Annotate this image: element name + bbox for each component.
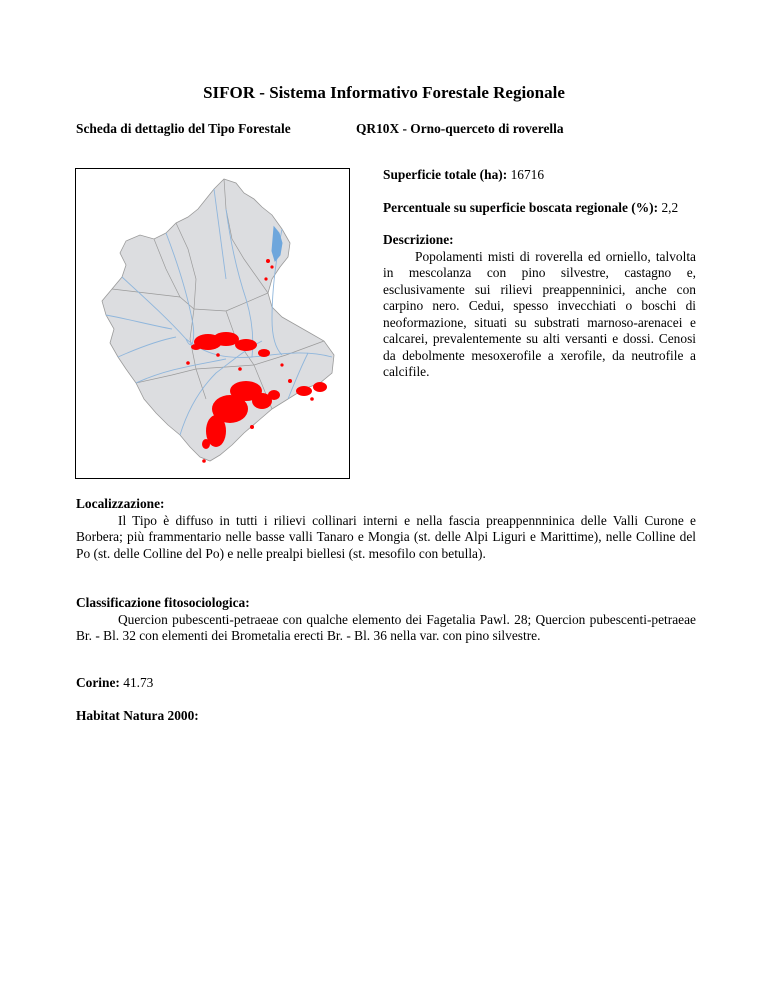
- total-area-label: Superficie totale (ha):: [383, 167, 508, 182]
- description-text: Popolamenti misti di roverella ed orniello, talvolta in mescolanza con pino silvestre, castagno e, esclusivamente sui rilievi preappenninici, anche con carpino nero. Cedui, spesso invecchiati o boschi di neoformazione, situati su substrati marnoso-arenacei e calcarei, prevalentemente su alti versanti e dossi. Cenosi da debolmente mesoxerofile a xerofile, da neutrofile a calcifile.: [383, 248, 696, 379]
- piemonte-map-svg: [76, 169, 349, 478]
- description-label: Descrizione:: [383, 232, 454, 247]
- corine-label: Corine:: [76, 675, 120, 690]
- phytosociological-label: Classificazione fitosociologica:: [76, 595, 250, 610]
- localization-section: [76, 496, 696, 562]
- regional-percentage-label: Percentuale su superficie boscata regionale (%):: [383, 199, 659, 215]
- habitat-section: [76, 708, 696, 725]
- total-area: [383, 167, 696, 184]
- summary-panel: [383, 167, 696, 381]
- phytosociological-text: Quercion pubescenti-petraeae con qualche elemento dei Fagetalia Pawl. 28; Quercion pubescenti-petraeae Br. - Bl. 32 con elementi dei Brometalia erecti Br. - Bl. 36 nella var. con pino silvestre.: [76, 611, 696, 643]
- corine-value: 41.73: [123, 675, 154, 690]
- localization-label: Localizzazione:: [76, 496, 165, 511]
- page-title: SIFOR - Sistema Informativo Forestale Regionale: [203, 83, 565, 102]
- forest-type-name: QR10X - Orno-querceto di roverella: [356, 121, 564, 136]
- regional-percentage-value: 2,2: [661, 199, 679, 215]
- total-area-value: 16716: [510, 167, 545, 182]
- regional-percentage: [383, 200, 696, 217]
- localization-text: Il Tipo è diffuso in tutti i rilievi collinari interni e nella fascia preappennninica delle Valli Curone e Borbera; più frammentario nelle basse valli Tanaro e Mongia (st. delle Alpi Liguri e Marittime), nelle Colline del Po (st. delle Colline del Po) e nelle prealpi biellesi (st. mesofilo con betulla).: [76, 512, 696, 561]
- habitat-label: Habitat Natura 2000:: [76, 708, 199, 723]
- distribution-map: [75, 168, 350, 479]
- phytosociological-section: [76, 595, 696, 645]
- detail-sheet-label: Scheda di dettaglio del Tipo Forestale: [76, 121, 291, 136]
- corine-line: [76, 675, 696, 692]
- corine-section: [76, 675, 696, 692]
